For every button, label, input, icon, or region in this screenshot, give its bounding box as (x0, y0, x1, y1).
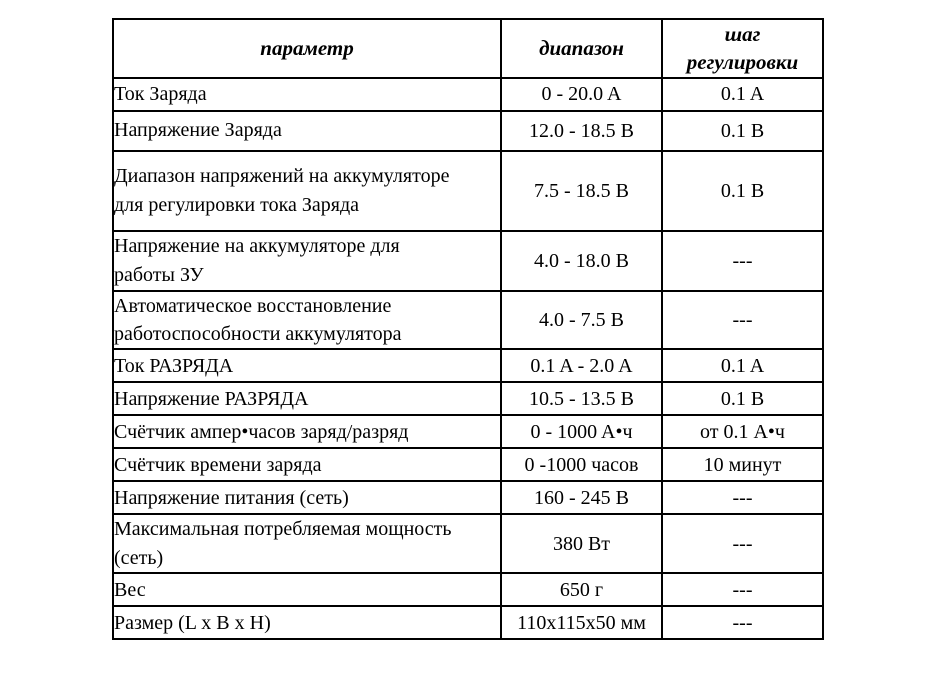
parameter-line-1: Автоматическое восстановление (114, 294, 392, 317)
cell-step: --- (662, 481, 823, 514)
cell-range: 10.5 - 13.5 B (501, 382, 662, 415)
cell-parameter (113, 382, 501, 415)
table-row (113, 514, 823, 573)
table-header (113, 19, 823, 78)
cell-parameter (113, 448, 501, 481)
cell-parameter (113, 415, 501, 448)
cell-range: 4.0 - 7.5 B (501, 291, 662, 350)
table-row (113, 291, 823, 350)
table-body (113, 78, 823, 640)
cell-step: --- (662, 231, 823, 291)
parameter-line-2: для регулировки тока Заряда (114, 193, 360, 216)
cell-parameter (113, 231, 501, 291)
column-header-range: диапазон (501, 19, 662, 78)
cell-step: 0.1 A (662, 349, 823, 382)
table-row (113, 382, 823, 415)
cell-range: 12.0 - 18.5 B (501, 111, 662, 151)
cell-step: 10 минут (662, 448, 823, 481)
cell-step: 0.1 B (662, 382, 823, 415)
table-row (113, 448, 823, 481)
cell-step: 0.1 B (662, 151, 823, 231)
table-row (113, 231, 823, 291)
table-row (113, 111, 823, 151)
cell-parameter (113, 111, 501, 151)
cell-parameter (113, 151, 501, 231)
cell-range: 0 - 1000 A•ч (501, 415, 662, 448)
table-row (113, 151, 823, 231)
parameter-line-1: Счётчик ампер•часов заряд/разряд (114, 420, 409, 443)
column-header-step (662, 19, 823, 78)
parameter-line-2: работоспособности аккумулятора (114, 323, 402, 346)
cell-range: 0 - 20.0 A (501, 78, 662, 111)
cell-parameter (113, 606, 501, 639)
specifications-table (112, 18, 824, 640)
cell-range: 160 - 245 B (501, 481, 662, 514)
cell-range: 0.1 A - 2.0 A (501, 349, 662, 382)
cell-parameter (113, 349, 501, 382)
cell-range: 650 г (501, 573, 662, 606)
column-header-parameter: параметр (113, 19, 501, 78)
parameter-line-1: Напряжение на аккумуляторе для (114, 235, 400, 258)
cell-step: от 0.1 A•ч (662, 415, 823, 448)
parameter-line-1: Диапазон напряжений на аккумуляторе (114, 165, 450, 188)
cell-parameter (113, 481, 501, 514)
parameter-line-1: Вес (114, 578, 146, 601)
table-row (113, 415, 823, 448)
table-row (113, 349, 823, 382)
parameter-line-2: (сеть) (114, 546, 164, 569)
parameter-line-1: Ток РАЗРЯДА (114, 354, 234, 377)
cell-range: 110x115x50 мм (501, 606, 662, 639)
cell-step: --- (662, 606, 823, 639)
cell-step: --- (662, 573, 823, 606)
parameter-line-1: Напряжение РАЗРЯДА (114, 387, 309, 410)
parameter-line-1: Максимальная потребляемая мощность (114, 518, 452, 541)
cell-parameter (113, 291, 501, 350)
parameter-line-1: Напряжение Заряда (114, 119, 282, 142)
cell-parameter (113, 514, 501, 573)
parameter-line-1: Размер (L x B x H) (114, 611, 271, 634)
parameter-line-2: работы ЗУ (114, 263, 204, 286)
cell-range: 380 Вт (501, 514, 662, 573)
table-row (113, 481, 823, 514)
column-header-step-line2: регулировки (686, 50, 799, 75)
cell-step: 0.1 B (662, 111, 823, 151)
cell-range: 0 -1000 часов (501, 448, 662, 481)
cell-step: --- (662, 291, 823, 350)
parameter-line-1: Ток Заряда (114, 82, 207, 105)
table-row (113, 78, 823, 111)
header-row (113, 19, 823, 78)
cell-parameter (113, 78, 501, 111)
parameter-line-1: Счётчик времени заряда (114, 453, 322, 476)
cell-range: 7.5 - 18.5 B (501, 151, 662, 231)
table-row (113, 573, 823, 606)
parameter-line-1: Напряжение питания (сеть) (114, 486, 349, 509)
cell-step: --- (662, 514, 823, 573)
cell-parameter (113, 573, 501, 606)
cell-range: 4.0 - 18.0 B (501, 231, 662, 291)
column-header-step-line1: шаг (724, 22, 761, 46)
table-row (113, 606, 823, 639)
cell-step: 0.1 A (662, 78, 823, 111)
